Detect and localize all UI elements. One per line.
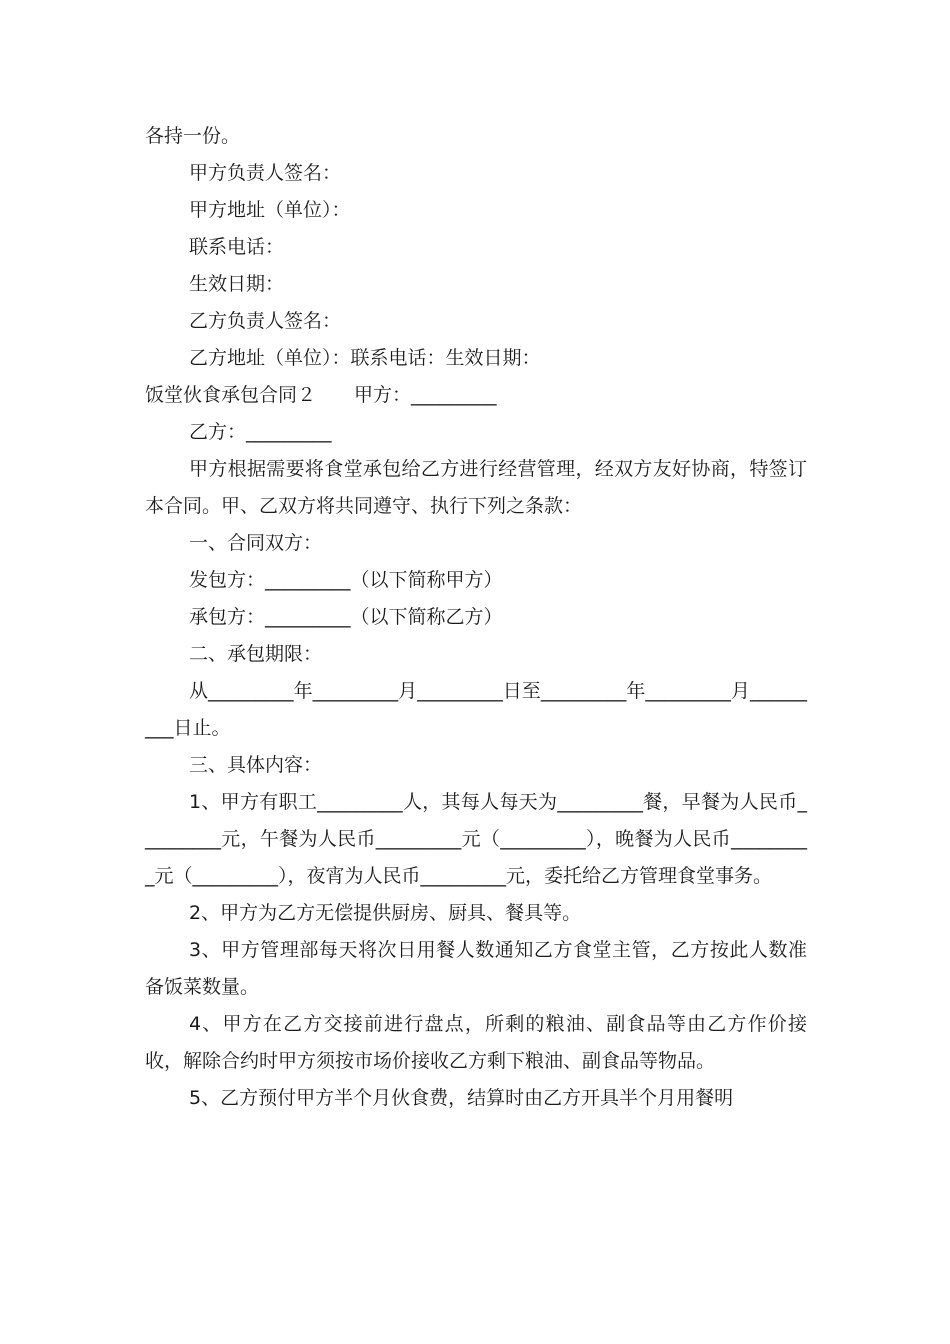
section-1-heading: 一、合同双方： [189,532,323,554]
contractor-line: 发包方：_________（以下简称甲方） [189,569,503,591]
clause-3: 3、甲方管理部每天将次日用餐人数通知乙方食堂主管，乙方按此人数准备饭菜数量。 [145,939,807,998]
document-body [145,118,807,1117]
party-b-signature: 乙方负责人签名： [189,310,342,332]
clause-5: 5、乙方预付甲方半个月伙食费，结算时由乙方开具半个月用餐明 [189,1087,734,1109]
contract-title-line: 饭堂伙食承包合同２ 甲方：_________ [145,384,497,406]
clause-1: 1、甲方有职工_________人，其每人每天为_________餐，早餐为人民币_________元，午餐为人民币_________元（_________），晚餐为人民币_________元（_________），夜宵为人民币_________元，委托给乙方管理食堂事务。 [145,791,807,887]
intro-paragraph: 甲方根据需要将食堂承包给乙方进行经营管理，经双方友好协商，特签订本合同。甲、乙双方将共同遵守、执行下列之条款： [145,458,807,517]
contractee-line: 承包方：_________（以下简称乙方） [189,606,503,628]
party-a-signature: 甲方负责人签名： [189,162,342,184]
contact-phone: 联系电话： [189,236,285,258]
effective-date: 生效日期： [189,273,285,295]
party-a-address: 甲方地址（单位）： [189,199,351,221]
section-2-heading: 二、承包期限： [189,643,323,665]
party-b-line: 乙方：_________ [189,421,332,443]
term-period-line: 从_________年_________月_________日至_________年_________月_________日止。 [145,680,807,739]
paragraph-copies: 各持一份。 [145,125,241,147]
clause-4: 4、甲方在乙方交接前进行盘点，所剩的粮油、副食品等由乙方作价接收，解除合约时甲方须按市场价接收乙方剩下粮油、副食品等物品。 [145,1013,807,1072]
clause-2: 2、甲方为乙方无偿提供厨房、厨具、餐具等。 [189,902,582,924]
party-b-address-line: 乙方地址（单位）：联系电话：生效日期： [189,347,541,369]
section-3-heading: 三、具体内容： [189,754,323,776]
